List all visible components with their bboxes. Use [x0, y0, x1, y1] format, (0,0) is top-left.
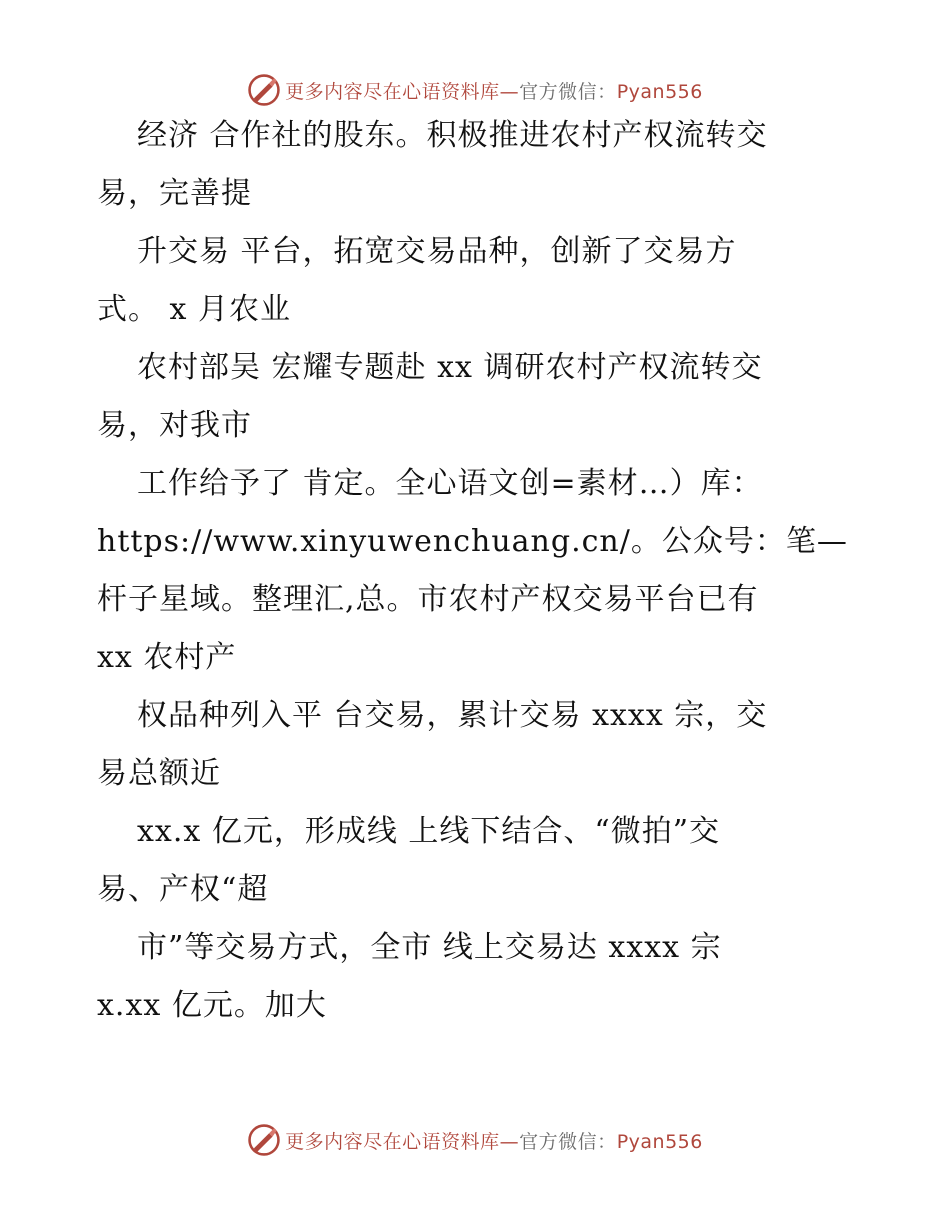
text-line: 式。 x 月农业 — [97, 292, 291, 327]
text-line: x.xx 亿元。加大 — [97, 988, 327, 1023]
banner-text: 更多内容尽在心语资料库—官方微信：Pyan556 — [285, 1130, 703, 1153]
banner-text: 更多内容尽在心语资料库—官方微信：Pyan556 — [285, 80, 703, 103]
text-line: 农村部吴 宏耀专题赴 xx 调研农村产权流转交 — [137, 350, 763, 385]
footer-banner — [0, 1120, 950, 1160]
text-line: 经济 合作社的股东。积极推进农村产权流转交 — [137, 118, 768, 153]
text-line: 易，完善提 — [97, 176, 252, 211]
text-line: xx.x 亿元，形成线 上线下结合、“微拍”交 — [137, 814, 721, 849]
text-line: 升交易 平台，拓宽交易品种，创新了交易方 — [137, 234, 737, 269]
header-banner — [0, 70, 950, 110]
pen-logo-icon — [247, 73, 281, 107]
text-line: 易总额近 — [97, 756, 221, 791]
text-line: 易、产权“超 — [97, 872, 269, 907]
text-line: https://www.xinyuwenchuang.cn/。公众号：笔— — [97, 524, 848, 559]
pen-logo-icon — [247, 1123, 281, 1157]
text-line: 市”等交易方式，全市 线上交易达 xxxx 宗 — [137, 930, 722, 965]
text-line: 易，对我市 — [97, 408, 252, 443]
text-line: 杆子星域。整理汇,总。市农村产权交易平台已有 — [97, 582, 759, 617]
text-line: xx 农村产 — [97, 640, 237, 675]
text-line: 权品种列入平 台交易，累计交易 xxxx 宗，交 — [137, 698, 768, 733]
text-line: 工作给予了 肯定。全心语文创=素材…）库： — [137, 466, 763, 501]
